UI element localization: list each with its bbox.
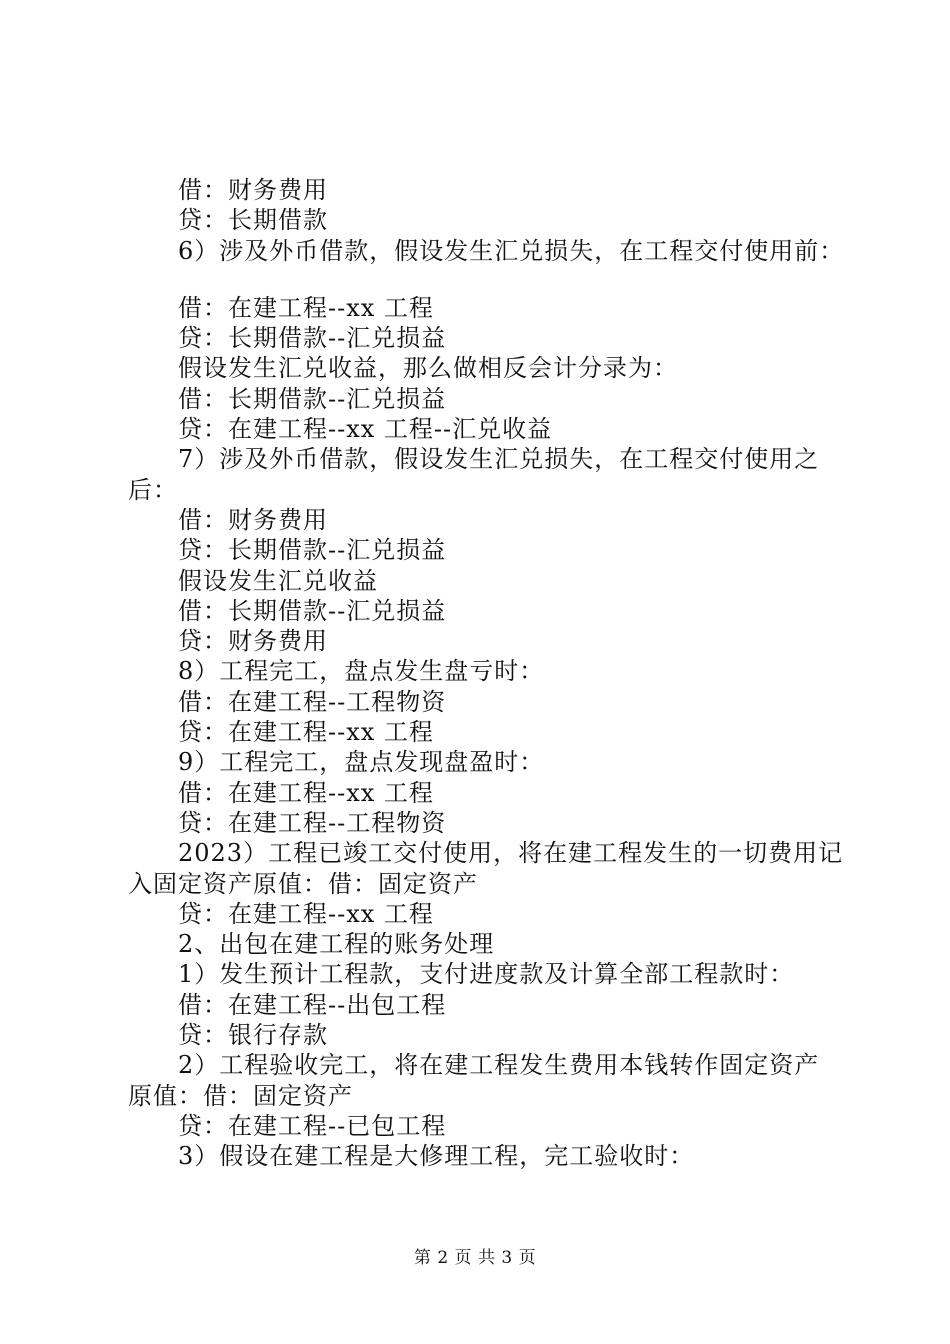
- paragraph-gap: [128, 266, 840, 293]
- text-line: 7）涉及外币借款，假设发生汇兑损失，在工程交付使用之: [178, 445, 820, 474]
- text-line: 入固定资产原值：借：固定资产: [128, 869, 478, 898]
- text-line: 贷：在建工程--xx 工程: [178, 718, 434, 747]
- text-line: 6）涉及外币借款，假设发生汇兑损失，在工程交付使用前：: [178, 236, 845, 265]
- text-line: 后：: [128, 475, 178, 504]
- document-body: [128, 175, 845, 1172]
- text-line: 借：在建工程--工程物资: [178, 687, 447, 716]
- text-line: 2、出包在建工程的账务处理: [178, 930, 495, 959]
- text-line: 借：长期借款--汇兑损益: [178, 596, 447, 625]
- text-line: 贷：长期借款--汇兑损益: [178, 324, 447, 353]
- text-line: 贷：长期借款--汇兑损益: [178, 536, 447, 565]
- text-line: 贷：在建工程--工程物资: [178, 808, 447, 837]
- text-line: 假设发生汇兑收益: [178, 566, 378, 595]
- text-line: 假设发生汇兑收益，那么做相反会计分录为：: [178, 354, 678, 383]
- text-line: 借：财务费用: [178, 176, 328, 204]
- text-line: 3）假设在建工程是大修理工程，完工验收时：: [178, 1142, 695, 1171]
- page-footer: 第 2 页 共 3 页: [413, 1248, 537, 1268]
- text-line: 原值：借：固定资产: [128, 1081, 353, 1110]
- text-line: 贷：长期借款: [178, 206, 328, 235]
- text-line: 贷：在建工程--xx 工程: [178, 899, 434, 928]
- text-line: 贷：财务费用: [178, 627, 328, 656]
- text-line: 贷：银行存款: [178, 1021, 328, 1050]
- text-line: 贷：在建工程--已包工程: [178, 1111, 447, 1140]
- text-line: 借：长期借款--汇兑损益: [178, 384, 447, 413]
- text-line: 9）工程完工，盘点发现盘盈时：: [178, 748, 545, 777]
- text-line: 2）工程验收完工，将在建工程发生费用本钱转作固定资产: [178, 1051, 820, 1080]
- text-line: 借：在建工程--xx 工程: [178, 293, 434, 322]
- text-line: 借：在建工程--xx 工程: [178, 778, 434, 807]
- text-line: 2023）工程已竣工交付使用，将在建工程发生的一切费用记: [178, 839, 844, 868]
- text-line: 借：在建工程--出包工程: [178, 990, 447, 1019]
- text-line: 8）工程完工，盘点发生盘亏时：: [178, 657, 545, 686]
- text-line: 1）发生预计工程款，支付进度款及计算全部工程款时：: [178, 960, 795, 989]
- text-line: 贷：在建工程--xx 工程--汇兑收益: [178, 415, 553, 444]
- text-line: 借：财务费用: [178, 505, 328, 534]
